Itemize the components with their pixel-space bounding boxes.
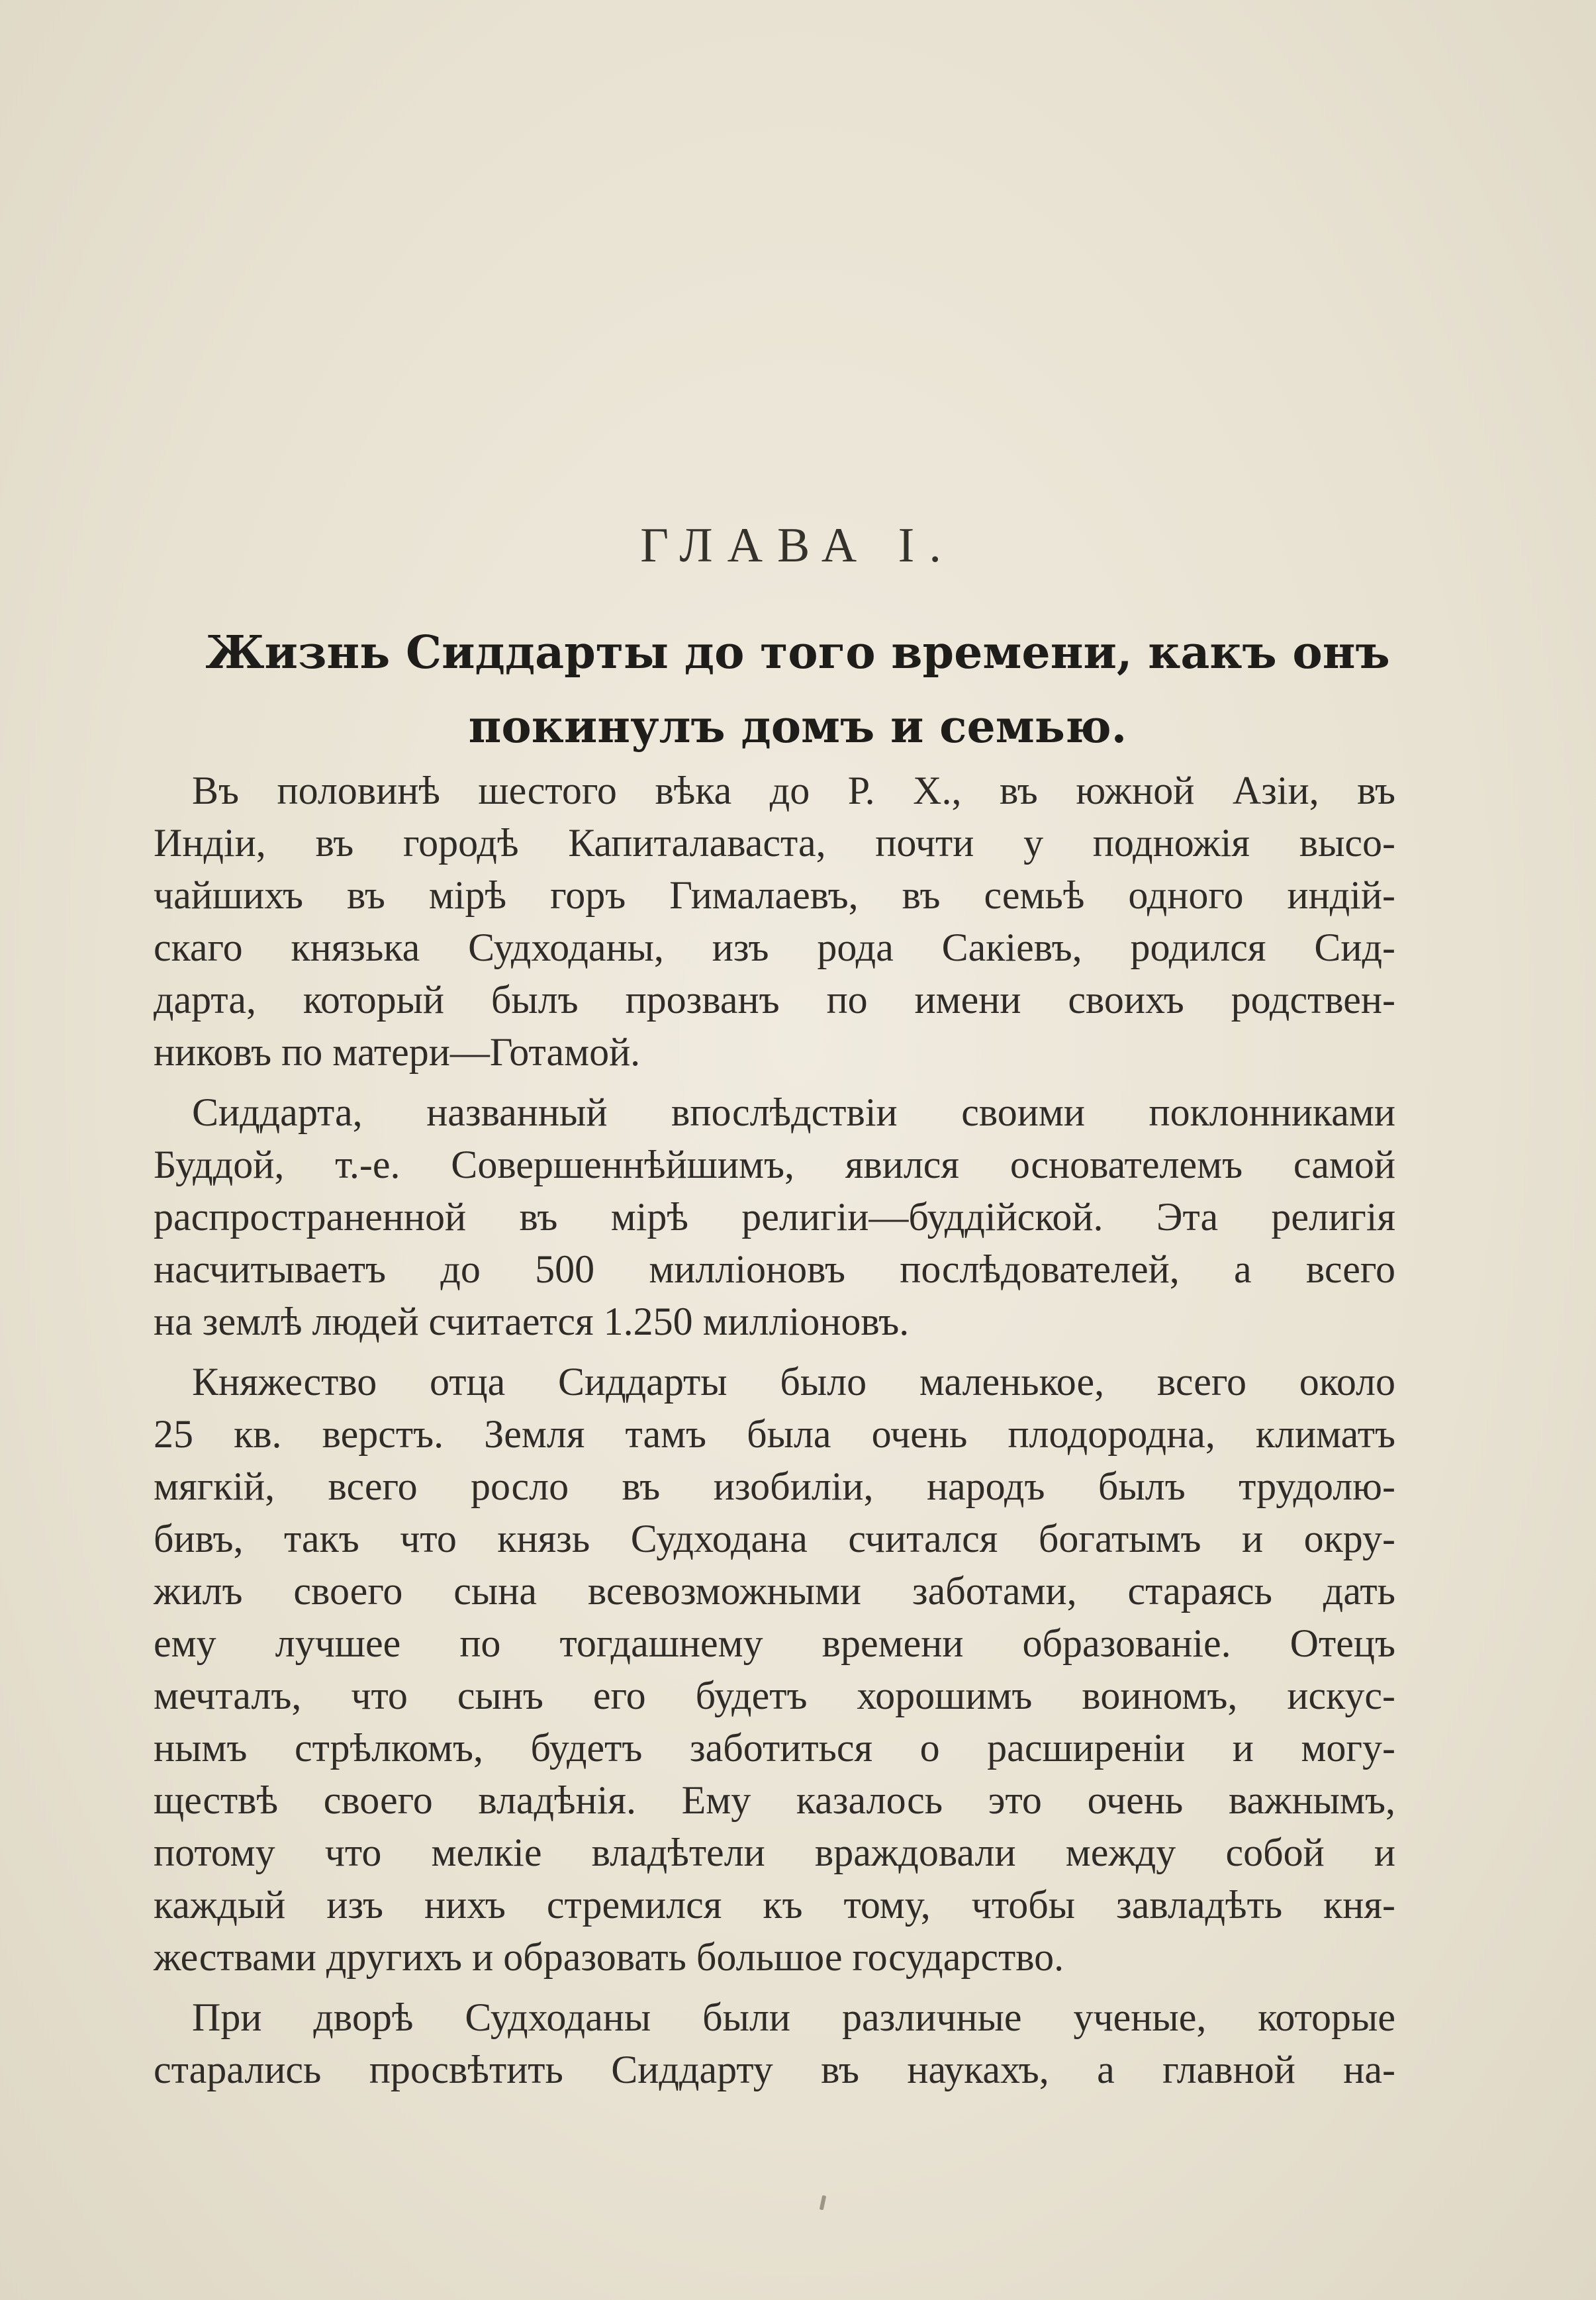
text-line: ему лучшее по тогдашнему времени образованіе. Отецъ: [154, 1621, 1395, 1665]
text-line: жилъ своего сына всевозможными заботами, стараясь дать: [154, 1569, 1395, 1613]
text-line: скаго князька Судходаны, изъ рода Сакіевъ, родился Сид-: [154, 926, 1395, 969]
paragraph-2: [154, 1086, 1395, 1348]
text-line: насчитываетъ до 500 милліоновъ послѣдователей, а всего: [154, 1247, 1395, 1291]
text-line: жествами другихъ и образовать большое государство.: [154, 1935, 1064, 1979]
text-line: 25 кв. верстъ. Земля тамъ была очень плодородна, климатъ: [154, 1412, 1395, 1456]
text-line: ществѣ своего владѣнія. Ему казалось это очень важнымъ,: [154, 1778, 1395, 1822]
chapter-title: [159, 616, 1436, 764]
text-line: Буддой, т.-е. Совершеннѣйшимъ, явился основателемъ самой: [154, 1143, 1395, 1186]
text-line: мечталъ, что сынъ его будетъ хорошимъ воиномъ, искус-: [154, 1674, 1395, 1717]
text-line: нымъ стрѣлкомъ, будетъ заботиться о расширеніи и могу-: [154, 1726, 1395, 1770]
text-line: старались просвѣтить Сиддарту въ наукахъ, а главной на-: [154, 2048, 1395, 2091]
chapter-heading: ГЛАВА I.: [640, 518, 956, 573]
text-line: чайшихъ въ мірѣ горъ Гималаевъ, въ семьѣ одного индій-: [154, 873, 1395, 917]
text-line: бивъ, такъ что князь Судходана считался богатымъ и окру-: [154, 1517, 1395, 1560]
body-text: [154, 765, 1395, 2096]
text-line: При дворѣ Судходаны были различные ученые, которые: [192, 1995, 1395, 2039]
text-line: дарта, который былъ прозванъ по имени своихъ родствен-: [154, 978, 1395, 1022]
text-line: каждый изъ нихъ стремился къ тому, чтобы завладѣть кня-: [154, 1883, 1395, 1927]
text-line: потому что мелкіе владѣтели враждовали между собой и: [154, 1831, 1395, 1874]
text-line: Княжество отца Сиддарты было маленькое, всего около: [192, 1360, 1395, 1404]
text-line: Индіи, въ городѣ Капиталаваста, почти у подножія высо-: [154, 821, 1395, 865]
text-line: мягкій, всего росло въ изобиліи, народъ былъ трудолю-: [154, 1464, 1395, 1508]
text-line: Сиддарта, названный впослѣдствіи своими поклонниками: [192, 1090, 1395, 1134]
text-line: никовъ по матери—Готамой.: [154, 1030, 641, 1074]
text-line: на землѣ людей считается 1.250 милліоновъ.: [154, 1300, 910, 1343]
paragraph-1: [154, 765, 1395, 1078]
ink-mark: [820, 2195, 826, 2211]
text-line: распространенной въ мірѣ религіи—буддійской. Эта религія: [154, 1195, 1395, 1239]
chapter-title-line: покинулъ домъ и семью.: [468, 700, 1127, 753]
text-line: Въ половинѣ шестого вѣка до Р. Х., въ южной Азіи, въ: [192, 769, 1395, 812]
chapter-title-line: Жизнь Сиддарты до того времени, какъ онъ: [205, 626, 1390, 679]
paragraph-4: [154, 1991, 1395, 2096]
paragraph-3: [154, 1356, 1395, 1984]
